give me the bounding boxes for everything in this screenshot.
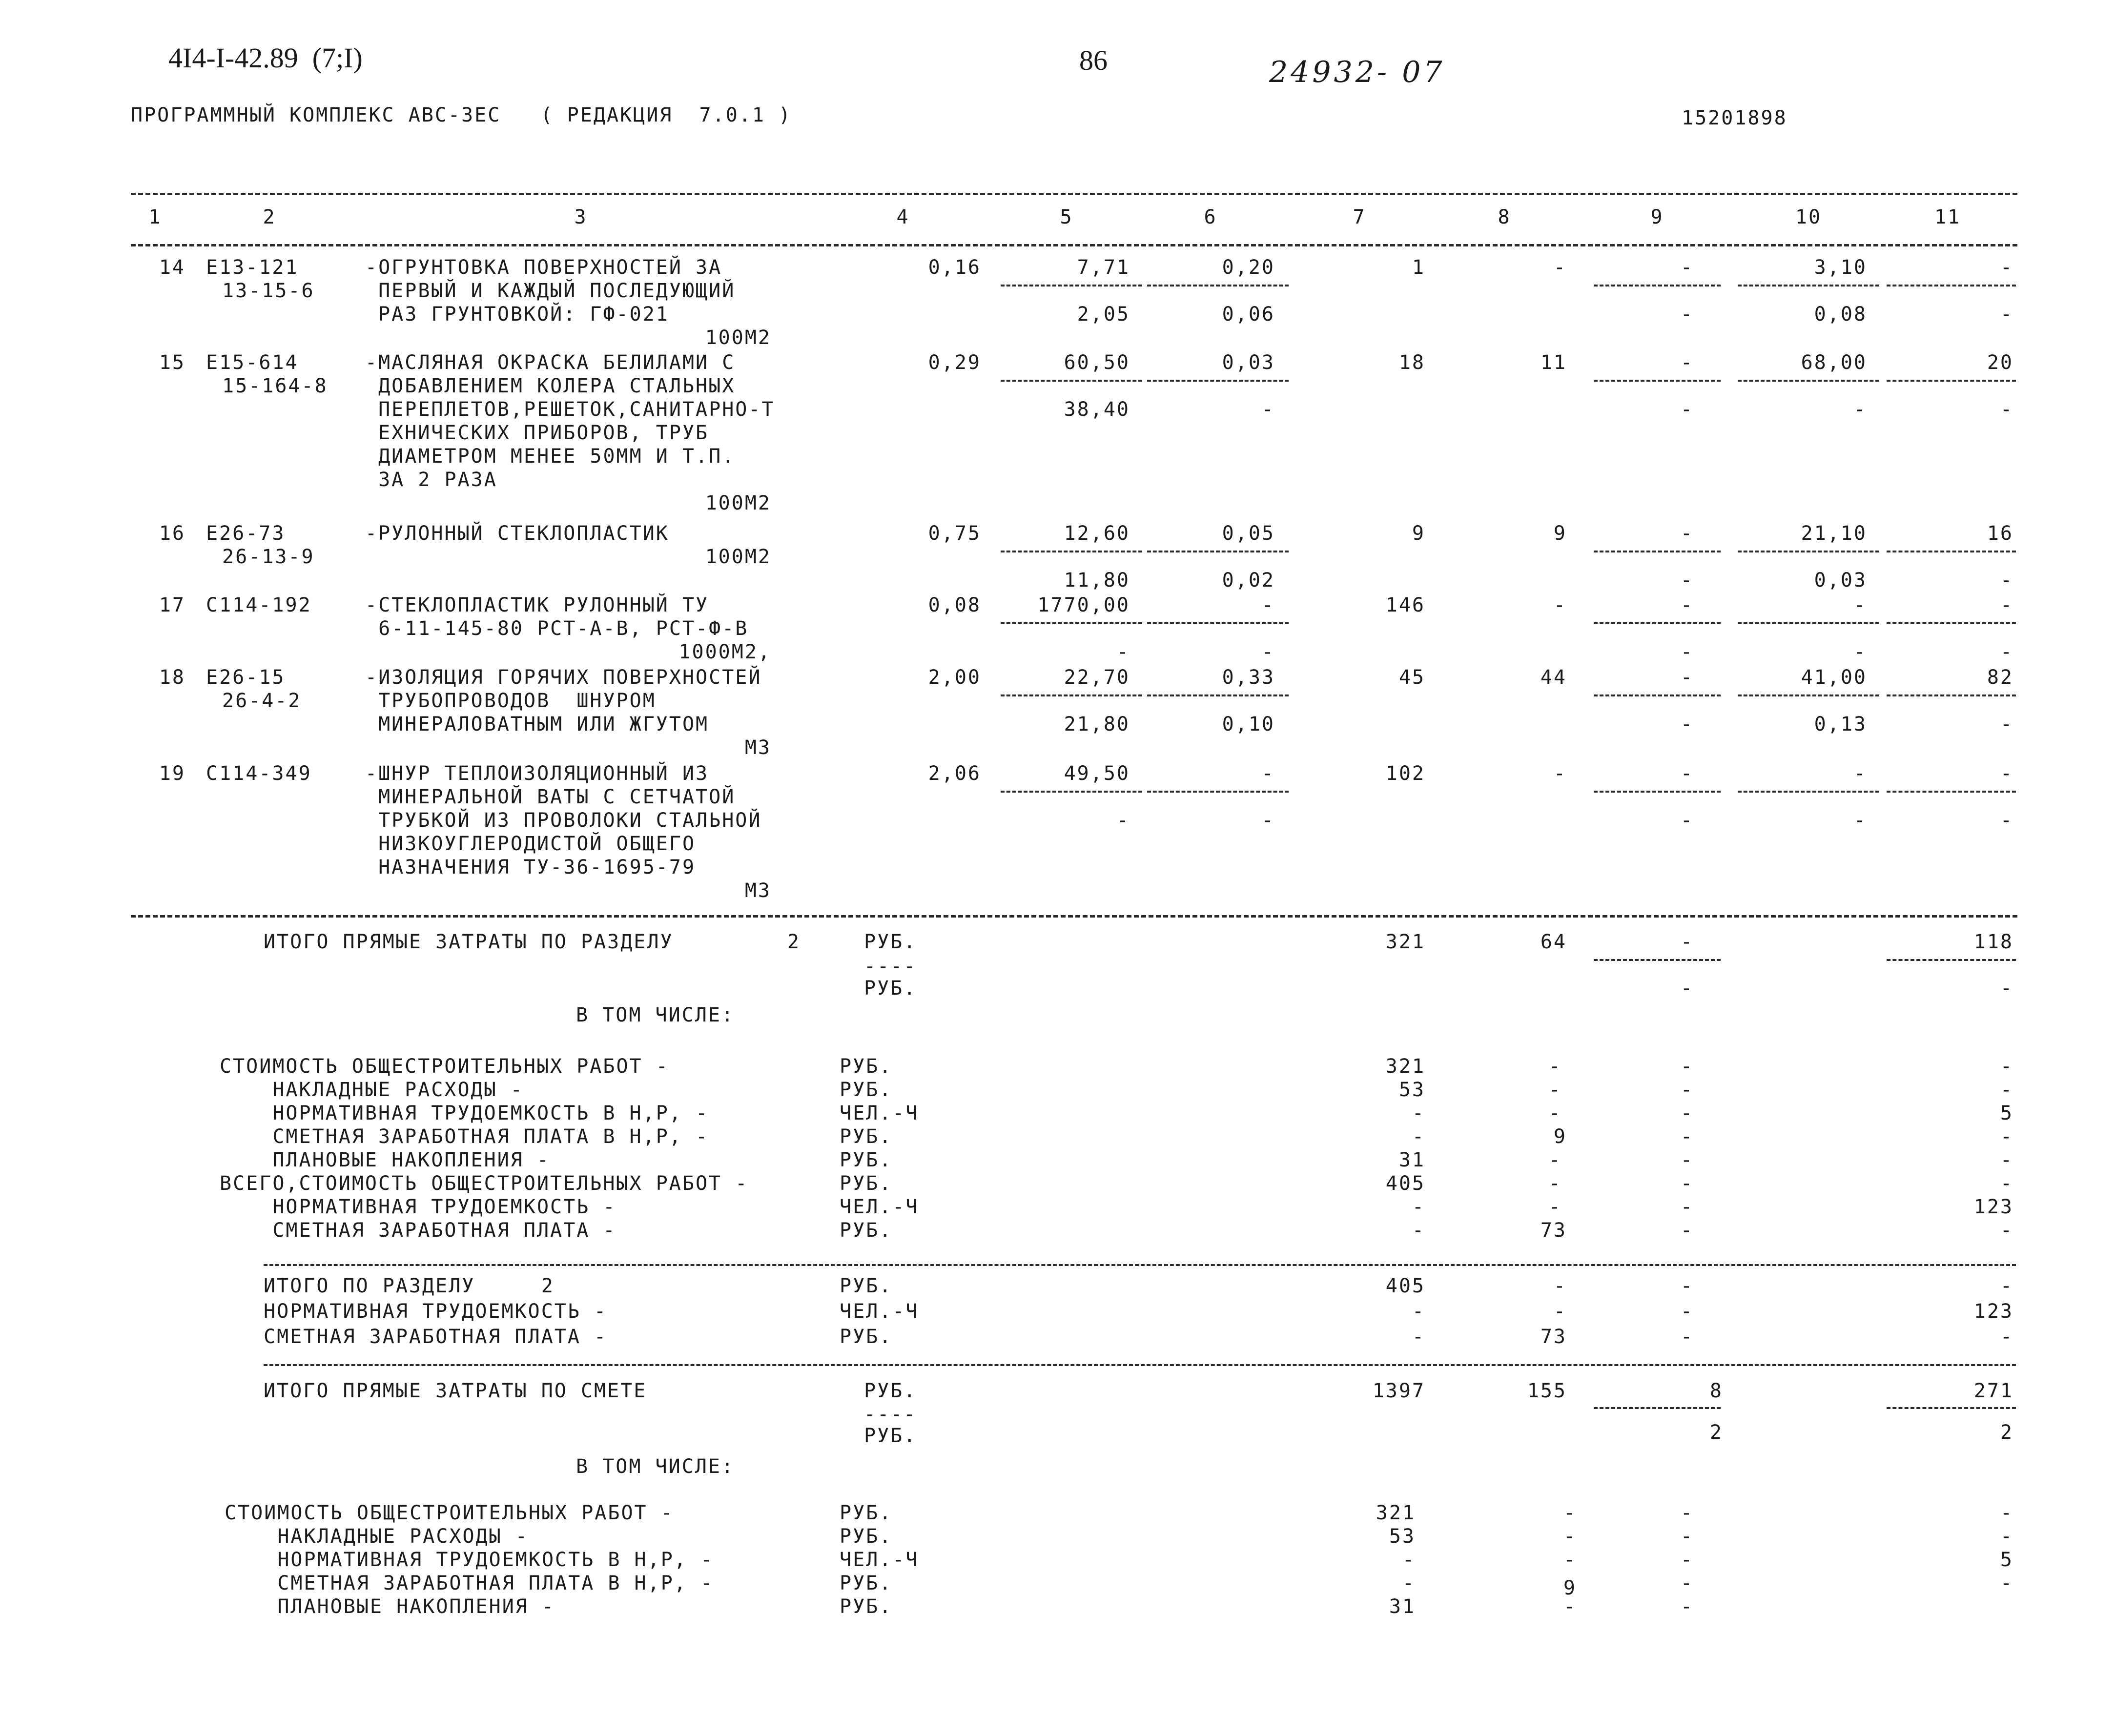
labor-total: 16 <box>1987 522 2013 545</box>
machine-operation-cost: - <box>1680 594 1694 616</box>
breakdown-machines: - <box>1680 1572 1694 1594</box>
row-number: 19 <box>159 762 185 785</box>
estimate-total-label: ИТОГО ПРЯМЫЕ ЗАТРАТЫ ПО СМЕТЕ <box>264 1380 647 1402</box>
machine-labor-per-unit: - <box>1853 809 1867 832</box>
summary-label: ИТОГО ПО РАЗДЕЛУ 2 <box>264 1275 555 1297</box>
wages-cost: 9 <box>1553 522 1567 545</box>
summary-wages: 73 <box>1540 1326 1567 1348</box>
total-cost: 146 <box>1385 594 1425 616</box>
rate-code: Е13-121 <box>206 256 299 279</box>
unit-of-measure: 1000М2, <box>678 641 771 663</box>
summary-unit: ЧЕЛ.-Ч <box>840 1300 919 1323</box>
row-number: 17 <box>159 594 185 616</box>
subvalue-rule <box>1147 551 1289 552</box>
machine-labor-total: - <box>2000 303 2013 326</box>
work-description-line: ПЕРВЫЙ И КАЖДЫЙ ПОСЛЕДУЮЩИЙ <box>365 280 736 302</box>
breakdown-cost: - <box>1412 1219 1425 1242</box>
column-number: 8 <box>1498 206 1511 228</box>
labor-per-unit: - <box>1853 594 1867 616</box>
breakdown-machines: - <box>1680 1055 1694 1078</box>
row-number: 16 <box>159 522 185 545</box>
unit-cost-machines: - <box>1261 762 1275 785</box>
currency-unit: РУБ. <box>864 1380 917 1402</box>
machine-labor-total: - <box>2000 398 2013 421</box>
unit-of-measure: М3 <box>744 736 771 759</box>
wages-cost: - <box>1553 256 1567 279</box>
breakdown-cost: 321 <box>1385 1055 1425 1078</box>
estimate-rule <box>264 1364 2016 1366</box>
subvalue-rule <box>1738 622 1879 624</box>
subvalue-rule <box>1001 285 1142 286</box>
breakdown-cost: - <box>1402 1572 1416 1594</box>
column-number: 2 <box>263 206 276 228</box>
subvalue-rule <box>1594 694 1721 696</box>
total-cost: 9 <box>1412 522 1425 545</box>
breakdown-label: НОРМАТИВНАЯ ТРУДОЕМКОСТЬ - <box>220 1196 616 1218</box>
machine-labor-per-unit: 0,13 <box>1814 713 1867 735</box>
breakdown-cost: 31 <box>1398 1149 1425 1171</box>
section-number: 2 <box>787 931 801 953</box>
breakdown-unit: ЧЕЛ.-Ч <box>840 1196 919 1218</box>
subvalue-rule <box>1594 791 1721 793</box>
breakdown-unit: РУБ. <box>840 1149 893 1171</box>
quantity: 0,75 <box>928 522 981 545</box>
summary-label: СМЕТНАЯ ЗАРАБОТНАЯ ПЛАТА - <box>264 1326 608 1348</box>
machine-wages-cost: - <box>1680 398 1694 421</box>
work-description-line: НИЗКОУГЛЕРОДИСТОЙ ОБЩЕГО <box>365 833 696 855</box>
subvalue-rule <box>1147 694 1289 696</box>
estimate-total-cost: 1397 <box>1372 1380 1425 1402</box>
machine-labor-per-unit: - <box>1853 398 1867 421</box>
breakdown-labor: - <box>2000 1149 2013 1171</box>
labor-per-unit: 68,00 <box>1801 351 1867 374</box>
quantity: 2,00 <box>928 666 981 689</box>
work-description-line: ТРУБКОЙ ИЗ ПРОВОЛОКИ СТАЛЬНОЙ <box>365 809 762 832</box>
work-description-line: НАЗНАЧЕНИЯ ТУ-36-1695-79 <box>365 856 696 878</box>
breakdown-cost: - <box>1412 1125 1425 1148</box>
machine-labor-total: - <box>2000 713 2013 735</box>
section-total-machine-wages: - <box>1680 977 1694 1000</box>
subvalue-rule <box>1738 551 1879 552</box>
rate-code: Е26-73 <box>206 522 286 545</box>
breakdown-cost: - <box>1402 1549 1416 1571</box>
subvalue-rule <box>1738 285 1879 286</box>
section-total-cost: 321 <box>1385 931 1425 953</box>
quantity: 0,29 <box>928 351 981 374</box>
unit-cost-machines: 0,05 <box>1222 522 1275 545</box>
estimate-total-machines: 8 <box>1709 1380 1723 1402</box>
column-number: 3 <box>574 206 588 228</box>
unit-wages: 38,40 <box>1064 398 1130 421</box>
column-number: 4 <box>896 206 910 228</box>
machine-wages-cost: - <box>1680 809 1694 832</box>
work-description-line: ТРУБОПРОВОДОВ ШНУРОМ <box>365 690 656 712</box>
breakdown-label: НАКЛАДНЫЕ РАСХОДЫ - <box>220 1079 524 1101</box>
summary-machines: - <box>1680 1326 1694 1348</box>
unit-cost-total: 1770,00 <box>1037 594 1130 616</box>
machine-operation-cost: - <box>1680 666 1694 689</box>
subvalue-rule <box>1887 694 2016 696</box>
labor-total: - <box>2000 256 2013 279</box>
breakdown-machines: - <box>1680 1102 1694 1124</box>
currency-unit-rule: ---- <box>864 1403 917 1426</box>
unit-wages: 11,80 <box>1064 569 1130 592</box>
unit-wages: 21,80 <box>1064 713 1130 735</box>
machine-operation-cost: - <box>1680 256 1694 279</box>
work-description-line: 6-11-145-80 РСТ-А-В, РСТ-Ф-В <box>365 617 749 640</box>
breakdown-labor: 5 <box>2000 1549 2013 1571</box>
breakdown-wages: - <box>1548 1102 1562 1124</box>
subvalue-rule <box>1594 551 1721 552</box>
breakdown-machines: - <box>1680 1172 1694 1195</box>
rate-code: С114-192 <box>206 594 312 616</box>
summary-wages: - <box>1553 1275 1567 1297</box>
section-total-label: ИТОГО ПРЯМЫЕ ЗАТРАТЫ ПО РАЗДЕЛУ <box>264 931 674 953</box>
subvalue-rule <box>1887 285 2016 286</box>
total-cost: 18 <box>1398 351 1425 374</box>
breakdown-machines: - <box>1680 1149 1694 1171</box>
rate-reference: 15-164-8 <box>222 375 328 397</box>
subvalue-rule <box>1887 622 2016 624</box>
breakdown-unit: ЧЕЛ.-Ч <box>840 1549 919 1571</box>
breakdown-machines: - <box>1680 1196 1694 1218</box>
breakdown-unit: РУБ. <box>840 1219 893 1242</box>
breakdown-label: ПЛАНОВЫЕ НАКОПЛЕНИЯ - <box>220 1149 551 1171</box>
breakdown-machines: - <box>1680 1595 1694 1618</box>
breakdown-wages: - <box>1563 1595 1577 1618</box>
breakdown-label: СТОИМОСТЬ ОБЩЕСТРОИТЕЛЬНЫХ РАБОТ - <box>220 1055 669 1078</box>
work-description-line: РАЗ ГРУНТОВКОЙ: ГФ-021 <box>365 303 669 326</box>
including-heading: В ТОМ ЧИСЛЕ: <box>576 1455 735 1478</box>
subvalue-rule <box>1594 959 1721 961</box>
breakdown-label: НОРМАТИВНАЯ ТРУДОЕМКОСТЬ В Н,Р, - <box>220 1102 709 1124</box>
breakdown-wages: - <box>1548 1172 1562 1195</box>
unit-wages: - <box>1116 809 1130 832</box>
page-number: 86 <box>1079 44 1108 76</box>
breakdown-machines: - <box>1680 1125 1694 1148</box>
wages-cost: 11 <box>1540 351 1567 374</box>
breakdown-machines: - <box>1680 1079 1694 1101</box>
breakdown-labor: - <box>2000 1572 2013 1594</box>
labor-total: - <box>2000 594 2013 616</box>
work-description-line: -СТЕКЛОПЛАСТИК РУЛОННЫЙ ТУ <box>365 594 709 616</box>
table-top-rule <box>131 193 2017 195</box>
machine-wages-cost: - <box>1680 713 1694 735</box>
rate-reference: 13-15-6 <box>222 280 315 302</box>
subvalue-rule <box>1001 551 1142 552</box>
breakdown-cost: 31 <box>1389 1595 1416 1618</box>
work-description-line: ДИАМЕТРОМ МЕНЕЕ 50ММ И Т.П. <box>365 445 736 468</box>
unit-cost-total: 49,50 <box>1064 762 1130 785</box>
breakdown-wages: - <box>1548 1079 1562 1101</box>
breakdown-wages: 73 <box>1540 1219 1567 1242</box>
summary-labor: - <box>2000 1326 2013 1348</box>
section-total-machines: - <box>1680 931 1694 953</box>
breakdown-label: ПЛАНОВЫЕ НАКОПЛЕНИЯ - <box>225 1595 555 1618</box>
breakdown-machines: - <box>1680 1549 1694 1571</box>
breakdown-labor: - <box>2000 1079 2013 1101</box>
subvalue-rule <box>1594 1407 1721 1409</box>
row-number: 14 <box>159 256 185 279</box>
unit-cost-machines: 0,03 <box>1222 351 1275 374</box>
summary-labor: 123 <box>1973 1300 2013 1323</box>
subvalue-rule <box>1147 380 1289 382</box>
column-number: 5 <box>1060 206 1073 228</box>
estimate-total-machine-wages: 2 <box>1709 1421 1723 1444</box>
work-description-line: ПЕРЕПЛЕТОВ,РЕШЕТОК,САНИТАРНО-Т <box>365 398 775 421</box>
summary-cost: - <box>1412 1300 1425 1323</box>
breakdown-wages: 9 <box>1563 1577 1577 1599</box>
unit-of-measure: 100М2 <box>705 327 771 349</box>
section-total-wages: 64 <box>1540 931 1567 953</box>
row-number: 15 <box>159 351 185 374</box>
rate-code: Е26-15 <box>206 666 286 689</box>
subvalue-rule <box>1887 959 2016 961</box>
breakdown-unit: РУБ. <box>840 1079 893 1101</box>
subvalue-rule <box>1147 791 1289 793</box>
machine-labor-total: - <box>2000 809 2013 832</box>
subvalue-rule <box>1147 622 1289 624</box>
breakdown-unit: РУБ. <box>840 1525 893 1548</box>
wages-cost: - <box>1553 762 1567 785</box>
quantity: 2,06 <box>928 762 981 785</box>
machine-labor-per-unit: 0,08 <box>1814 303 1867 326</box>
rate-code: Е15-614 <box>206 351 299 374</box>
unit-cost-machines: 0,33 <box>1222 666 1275 689</box>
unit-machine-wages: - <box>1261 398 1275 421</box>
subvalue-rule <box>1001 380 1142 382</box>
breakdown-label: СМЕТНАЯ ЗАРАБОТНАЯ ПЛАТА - <box>220 1219 616 1242</box>
breakdown-labor: 5 <box>2000 1102 2013 1124</box>
labor-per-unit: 41,00 <box>1801 666 1867 689</box>
currency-unit: РУБ. <box>864 977 917 1000</box>
program-title: ПРОГРАММНЫЙ КОМПЛЕКС АВС-ЗЕС ( РЕДАКЦИЯ 7.0.1 ) <box>131 104 792 126</box>
unit-machine-wages: - <box>1261 809 1275 832</box>
wages-cost: 44 <box>1540 666 1567 689</box>
quantity: 0,16 <box>928 256 981 279</box>
summary-cost: 405 <box>1385 1275 1425 1297</box>
wages-cost: - <box>1553 594 1567 616</box>
breakdown-unit: РУБ. <box>840 1595 893 1618</box>
breakdown-unit: РУБ. <box>840 1055 893 1078</box>
breakdown-cost: 53 <box>1398 1079 1425 1101</box>
machine-wages-cost: - <box>1680 641 1694 663</box>
work-description-line: ЕХНИЧЕСКИХ ПРИБОРОВ, ТРУБ <box>365 422 709 444</box>
column-number: 11 <box>1934 206 1961 228</box>
labor-total: 82 <box>1987 666 2013 689</box>
summary-machines: - <box>1680 1300 1694 1323</box>
breakdown-label: СМЕТНАЯ ЗАРАБОТНАЯ ПЛАТА В Н,Р, - <box>225 1572 714 1594</box>
labor-per-unit: 21,10 <box>1801 522 1867 545</box>
machine-operation-cost: - <box>1680 762 1694 785</box>
breakdown-labor: - <box>2000 1172 2013 1195</box>
work-description-line: -ШНУР ТЕПЛОИЗОЛЯЦИОННЫЙ ИЗ <box>365 762 709 785</box>
section-total-machine-labor: - <box>2000 977 2013 1000</box>
labor-total: 20 <box>1987 351 2013 374</box>
summary-wages: - <box>1553 1300 1567 1323</box>
work-description-line: -ИЗОЛЯЦИЯ ГОРЯЧИХ ПОВЕРХНОСТЕЙ <box>365 666 762 689</box>
row-number: 18 <box>159 666 185 689</box>
unit-cost-total: 60,50 <box>1064 351 1130 374</box>
summary-rule <box>264 1264 2016 1266</box>
breakdown-label: НОРМАТИВНАЯ ТРУДОЕМКОСТЬ В Н,Р, - <box>225 1549 714 1571</box>
subvalue-rule <box>1001 694 1142 696</box>
breakdown-cost: 321 <box>1376 1502 1416 1524</box>
breakdown-labor: - <box>2000 1502 2013 1524</box>
total-cost: 45 <box>1398 666 1425 689</box>
unit-wages: - <box>1116 641 1130 663</box>
machine-operation-cost: - <box>1680 351 1694 374</box>
breakdown-labor: - <box>2000 1055 2013 1078</box>
unit-cost-total: 12,60 <box>1064 522 1130 545</box>
subvalue-rule <box>1594 622 1721 624</box>
unit-cost-total: 22,70 <box>1064 666 1130 689</box>
subvalue-rule <box>1887 551 2016 552</box>
breakdown-cost: 405 <box>1385 1172 1425 1195</box>
breakdown-unit: ЧЕЛ.-Ч <box>840 1102 919 1124</box>
breakdown-cost: 53 <box>1389 1525 1416 1548</box>
unit-machine-wages: 0,10 <box>1222 713 1275 735</box>
program-code: 15201898 <box>1682 107 1787 129</box>
machine-labor-total: - <box>2000 569 2013 592</box>
breakdown-label: НАКЛАДНЫЕ РАСХОДЫ - <box>225 1525 529 1548</box>
unit-of-measure: 100М2 <box>705 492 771 514</box>
total-cost: 1 <box>1412 256 1425 279</box>
handwritten-inventory-number: 24932- 07 <box>1269 55 1445 89</box>
labor-total: - <box>2000 762 2013 785</box>
machine-operation-cost: - <box>1680 522 1694 545</box>
subvalue-rule <box>1001 622 1142 624</box>
breakdown-labor: - <box>2000 1219 2013 1242</box>
section-total-rule <box>131 915 2017 918</box>
column-header-rule <box>131 244 2017 246</box>
work-description-line: -РУЛОННЫЙ СТЕКЛОПЛАСТИК <box>365 522 669 545</box>
subvalue-rule <box>1887 380 2016 382</box>
machine-labor-per-unit: 0,03 <box>1814 569 1867 592</box>
including-heading: В ТОМ ЧИСЛЕ: <box>576 1004 735 1026</box>
subvalue-rule <box>1887 791 2016 793</box>
estimate-total-labor: 271 <box>1973 1380 2013 1402</box>
subvalue-rule <box>1001 791 1142 793</box>
estimate-total-wages: 155 <box>1527 1380 1567 1402</box>
breakdown-unit: РУБ. <box>840 1502 893 1524</box>
rate-code: С114-349 <box>206 762 312 785</box>
work-description-line: МИНЕРАЛЬНОЙ ВАТЫ С СЕТЧАТОЙ <box>365 786 736 808</box>
breakdown-labor: - <box>2000 1525 2013 1548</box>
subvalue-rule <box>1594 285 1721 286</box>
column-number: 9 <box>1650 206 1664 228</box>
breakdown-label: СМЕТНАЯ ЗАРАБОТНАЯ ПЛАТА В Н,Р, - <box>220 1125 709 1148</box>
breakdown-wages: - <box>1563 1502 1577 1524</box>
breakdown-unit: РУБ. <box>840 1172 893 1195</box>
breakdown-unit: РУБ. <box>840 1125 893 1148</box>
breakdown-label: СТОИМОСТЬ ОБЩЕСТРОИТЕЛЬНЫХ РАБОТ - <box>225 1502 674 1524</box>
summary-unit: РУБ. <box>840 1326 893 1348</box>
breakdown-cost: - <box>1412 1196 1425 1218</box>
breakdown-wages: - <box>1548 1196 1562 1218</box>
work-description-line: -МАСЛЯНАЯ ОКРАСКА БЕЛИЛАМИ С <box>365 351 736 374</box>
breakdown-unit: РУБ. <box>840 1572 893 1594</box>
breakdown-machines: - <box>1680 1219 1694 1242</box>
rate-reference: 26-4-2 <box>222 690 302 712</box>
currency-unit: РУБ. <box>864 931 917 953</box>
work-description-line: -ОГРУНТОВКА ПОВЕРХНОСТЕЙ ЗА <box>365 256 722 279</box>
summary-unit: РУБ. <box>840 1275 893 1297</box>
breakdown-machines: - <box>1680 1525 1694 1548</box>
breakdown-wages: - <box>1563 1549 1577 1571</box>
work-description-line: МИНЕРАЛОВАТНЫМ ИЛИ ЖГУТОМ <box>365 713 709 735</box>
estimate-total-machine-labor: 2 <box>2000 1421 2013 1444</box>
document-code: 4I4-I-42.89 (7;I) <box>168 42 363 74</box>
breakdown-machines: - <box>1680 1502 1694 1524</box>
currency-unit: РУБ. <box>864 1425 917 1447</box>
work-description-line: ЗА 2 РАЗА <box>365 469 497 491</box>
breakdown-label: ВСЕГО,СТОИМОСТЬ ОБЩЕСТРОИТЕЛЬНЫХ РАБОТ - <box>220 1172 749 1195</box>
subvalue-rule <box>1738 694 1879 696</box>
unit-of-measure: 100М2 <box>705 546 771 568</box>
labor-per-unit: - <box>1853 762 1867 785</box>
unit-machine-wages: 0,02 <box>1222 569 1275 592</box>
breakdown-cost: - <box>1412 1102 1425 1124</box>
currency-unit-rule: ---- <box>864 955 917 978</box>
subvalue-rule <box>1594 380 1721 382</box>
summary-label: НОРМАТИВНАЯ ТРУДОЕМКОСТЬ - <box>264 1300 608 1323</box>
unit-machine-wages: 0,06 <box>1222 303 1275 326</box>
unit-of-measure: М3 <box>744 879 771 902</box>
machine-labor-per-unit: - <box>1853 641 1867 663</box>
machine-wages-cost: - <box>1680 303 1694 326</box>
breakdown-wages: 9 <box>1553 1125 1567 1148</box>
breakdown-wages: - <box>1548 1149 1562 1171</box>
column-number: 10 <box>1795 206 1822 228</box>
machine-wages-cost: - <box>1680 569 1694 592</box>
breakdown-labor: - <box>2000 1125 2013 1148</box>
unit-machine-wages: - <box>1261 641 1275 663</box>
section-total-labor: 118 <box>1973 931 2013 953</box>
machine-labor-total: - <box>2000 641 2013 663</box>
column-number: 7 <box>1353 206 1366 228</box>
total-cost: 102 <box>1385 762 1425 785</box>
labor-per-unit: 3,10 <box>1814 256 1867 279</box>
subvalue-rule <box>1738 791 1879 793</box>
work-description-line: ДОБАВЛЕНИЕМ КОЛЕРА СТАЛЬНЫХ <box>365 375 736 397</box>
unit-cost-machines: - <box>1261 594 1275 616</box>
quantity: 0,08 <box>928 594 981 616</box>
column-number: 1 <box>148 206 162 228</box>
summary-labor: - <box>2000 1275 2013 1297</box>
unit-cost-total: 7,71 <box>1077 256 1130 279</box>
breakdown-labor: 123 <box>1973 1196 2013 1218</box>
unit-cost-machines: 0,20 <box>1222 256 1275 279</box>
unit-wages: 2,05 <box>1077 303 1130 326</box>
summary-machines: - <box>1680 1275 1694 1297</box>
subvalue-rule <box>1738 380 1879 382</box>
breakdown-wages: - <box>1548 1055 1562 1078</box>
breakdown-wages: - <box>1563 1525 1577 1548</box>
summary-cost: - <box>1412 1326 1425 1348</box>
subvalue-rule <box>1887 1407 2016 1409</box>
column-number: 6 <box>1204 206 1217 228</box>
subvalue-rule <box>1147 285 1289 286</box>
rate-reference: 26-13-9 <box>222 546 315 568</box>
